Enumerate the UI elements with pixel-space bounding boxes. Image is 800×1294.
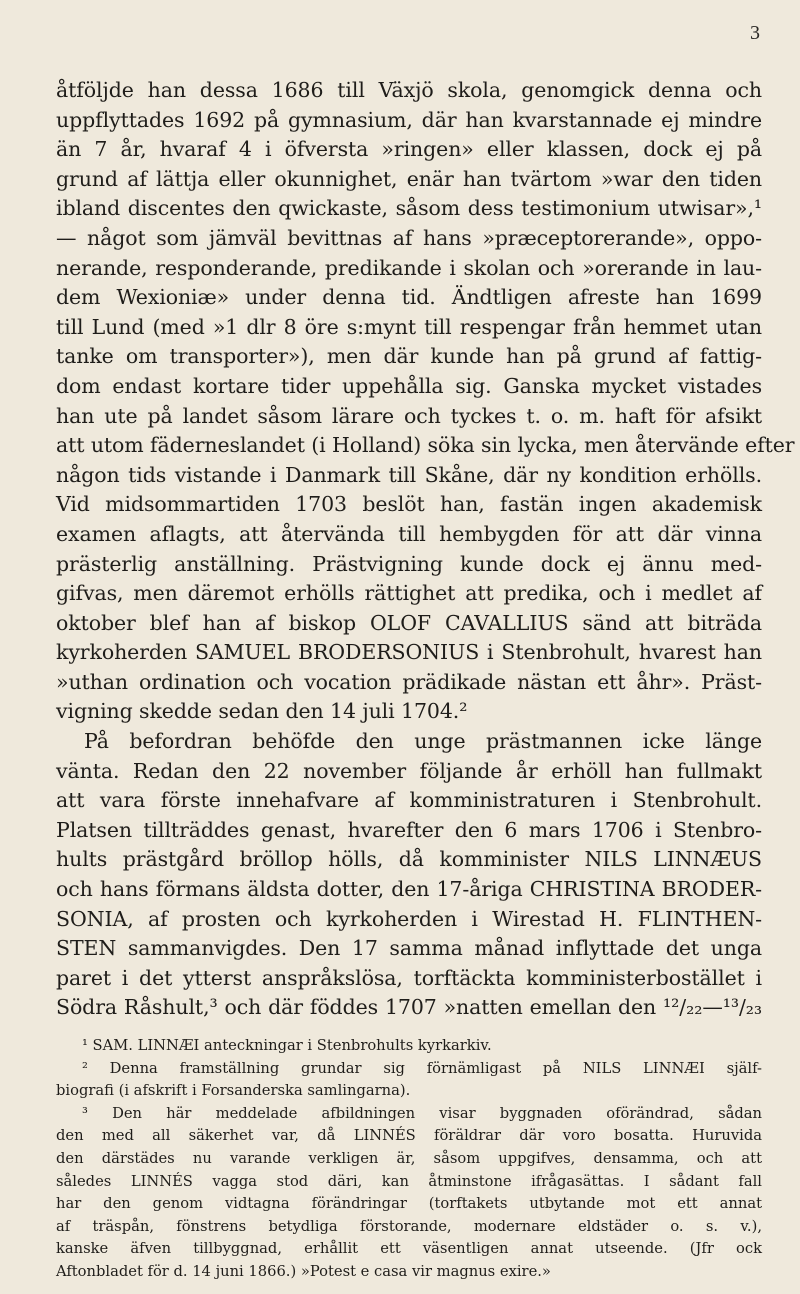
text-line: vänta. Redan den 22 november följande år erhöll han fullmakt [56, 758, 762, 783]
footnote-line: af träspån, fönstrens betydliga förstorande, modernare eldstäder o. s. v.), [56, 1217, 762, 1235]
text-line: att vara förste innehafvare af komministraturen i Stenbrohult. [56, 788, 762, 813]
footnote-line: Aftonbladet för d. 14 juni 1866.) »Potest e casa vir magnus exire.» [56, 1262, 551, 1280]
text-line: vigning skedde sedan den 14 juli 1704.² [56, 699, 468, 724]
text-line: uppflyttades 1692 på gymnasium, där han kvarstannade ej mindre [56, 107, 762, 132]
text-line: STEN sammanvigdes. Den 17 samma månad inflyttade det unga [56, 936, 762, 961]
text-line: och hans förmans äldsta dotter, den 17-åriga CHRISTINA BRODER- [56, 877, 762, 902]
footnote-gap [56, 1023, 762, 1035]
text-line: kyrkoherden SAMUEL BRODERSONIUS i Stenbrohult, hvarest han [56, 640, 762, 665]
text-line: hults prästgård bröllop hölls, då komminister NILS LINNÆUS [56, 847, 762, 872]
text-line: till Lund (med »1 dlr 8 öre s:mynt till respengar från hemmet utan [56, 314, 762, 339]
footnote-line: den med all säkerhet var, då LINNÉS föräldrar där voro bosatta. Huruvida [56, 1127, 762, 1145]
page-number: 3 [750, 22, 760, 44]
text-line: dom endast kortare tider uppehålla sig. Ganska mycket vistades [56, 373, 762, 398]
body-text [56, 76, 795, 1284]
footnote-line: ² Denna framställning grundar sig förnämligast på NILS LINNÆI själf- [82, 1059, 762, 1077]
footnote-line: ³ Den här meddelade afbildningen visar byggnaden oförändrad, sådan [82, 1104, 762, 1122]
text-line: att utom fäderneslandet (i Holland) söka sin lycka, men återvände efter [56, 433, 795, 458]
text-line: Vid midsommartiden 1703 beslöt han, fastän ingen akademisk [56, 492, 762, 517]
footnotes [56, 1035, 762, 1284]
text-line: oktober blef han af biskop OLOF CAVALLIUS sänd att biträda [56, 610, 762, 635]
text-line: prästerlig anställning. Prästvigning kunde dock ej ännu med- [56, 551, 762, 576]
footnote-line: biografi (i afskrift i Forsanderska samlingarna). [56, 1082, 411, 1100]
text-line: »uthan ordination och vocation prädikade nästan ett åhr». Präst- [56, 669, 762, 694]
text-line: gifvas, men däremot erhölls rättighet att predika, och i medlet af [56, 581, 762, 606]
text-line: dem Wexioniæ» under denna tid. Ändtligen afreste han 1699 [56, 285, 762, 310]
text-line: grund af lättja eller okunnighet, enär han tvärtom »war den tiden [56, 166, 762, 191]
text-line: åtföljde han dessa 1686 till Växjö skola, genomgick denna och [56, 78, 762, 102]
footnote-line: kanske äfven tillbyggnad, erhållit ett väsentligen annat utseende. (Jfr ock [56, 1240, 762, 1258]
paragraph-start-line: På befordran behöfde den unge prästmannen icke länge [84, 729, 762, 754]
footnote-line: den därstädes nu varande verkligen är, såsom uppgifves, densamma, och att [56, 1149, 762, 1167]
text-line: han ute på landet såsom lärare och tyckes t. o. m. haft för afsikt [56, 403, 762, 428]
text-line: ibland discentes den qwickaste, såsom dess testimonium utwisar»,¹ [56, 196, 762, 221]
footnote-line: således LINNÉS vagga stod däri, kan åtminstone ifrågasättas. I sådant fall [56, 1172, 762, 1190]
text-line: någon tids vistande i Danmark till Skåne, där ny kondition erhölls. [56, 462, 762, 487]
text-line: tanke om transporter»), men där kunde han på grund af fattig- [56, 344, 762, 369]
footnote-line: ¹ SAM. LINNÆI anteckningar i Stenbrohults kyrkarkiv. [82, 1037, 492, 1054]
text-line: examen aflagts, att återvända till hembygden för att där vinna [56, 521, 762, 546]
text-line: nerande, responderande, predikande i skolan och »orerande in lau- [56, 255, 762, 280]
text-line: paret i det ytterst anspråkslösa, torftäckta komministerbostället i [56, 965, 762, 990]
text-line: — något som jämväl bevittnas af hans »præceptorerande», oppo- [56, 225, 762, 250]
text-line: än 7 år, hvaraf 4 i öfversta »ringen» eller klassen, dock ej på [56, 137, 762, 162]
text-line: SONIA, af prosten och kyrkoherden i Wirestad H. FLINTHEN- [56, 906, 762, 931]
footnote-line: har den genom vidtagna förändringar (torftakets utbytande mot ett annat [56, 1195, 762, 1213]
text-line: Södra Råshult,³ och där föddes 1707 »natten emellan den ¹²/₂₂—¹³/₂₃ [56, 995, 762, 1020]
text-line: Platsen tillträddes genast, hvarefter den 6 mars 1706 i Stenbro- [56, 817, 762, 842]
